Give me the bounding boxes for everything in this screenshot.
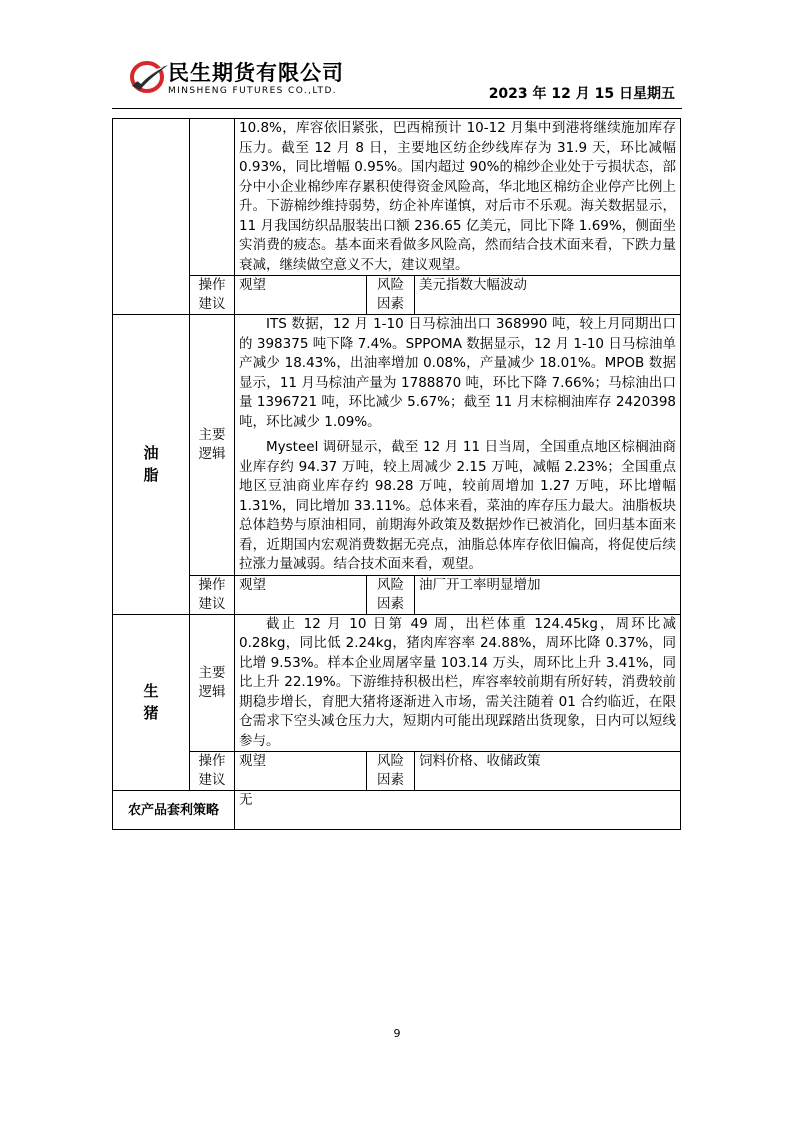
cotton-logic-cell: [235, 119, 681, 276]
oil-risk-value: 油厂开工率明显增加: [415, 575, 681, 614]
header-divider: [112, 108, 682, 109]
hog-risk-label: 风险因素: [367, 752, 415, 791]
page-number: 9: [393, 1027, 401, 1040]
arbitrage-value: 无: [235, 791, 681, 830]
oil-logic-paragraph-2: Mysteel 调研显示，截至 12 月 11 日当周，全国重点地区棕榈油商业库存约 94.37 万吨，较上周减少 2.15 万吨，减幅 2.23%；全国重点地区豆油商业库存约 98.28 万吨，较前周增加 1.27 万吨，环比增幅 1.31%，同比增加 33.11%。总体来看，菜油的库存压力最大。油脂板块总体趋势与原油相同，前期海外政策及数据炒作已被消化，回归基本面来看，近期国内宏观消费数据无亮点，油脂总体库存依旧偏高，将促使后续拉涨力量减弱。结合技术面来看，观望。: [239, 439, 676, 572]
oil-logic-row: [113, 315, 681, 576]
hog-category-cell: [113, 614, 190, 791]
oil-op-label: 操作建议: [190, 575, 235, 614]
cotton-operation-row: [113, 276, 681, 315]
report-date: 2023 年 12 月 15 日星期五: [488, 86, 675, 102]
oil-operation-row: [113, 575, 681, 614]
cotton-op-value: 观望: [235, 276, 367, 315]
cotton-logic-label-cell: [190, 119, 235, 276]
hog-op-value: 观望: [235, 752, 367, 791]
hog-logic-label: 主要逻辑: [190, 614, 235, 752]
hog-logic-text: 截止 12 月 10 日第 49 周，出栏体重 124.45kg，周环比减 0.28kg，同比低 2.24kg，猪肉库容率 24.88%，周环比降 0.37%，同比增 9.53%。样本企业周屠宰量 103.14 万头，周环比上升 3.41%，同比上升 22.19%。下游维持积极出栏，库容率较前期有所好转，消费较前期稳步增长，育肥大猪将逐渐进入市场，需关注随着 01 合约临近，在限仓需求下空头减仓压力大，短期内可能出现踩踏出货现象，日内可以短线参与。: [239, 615, 676, 749]
oil-logic-cell: [235, 315, 681, 576]
oil-risk-label: 风险因素: [367, 575, 415, 614]
cotton-logic-text: 10.8%，库容依旧紧张，巴西棉预计 10-12 月集中到港将继续施加库存压力。截至 12 月 8 日，主要地区纺企纱线库存为 31.9 天，环比减幅 0.93%，同比增幅 0.95%。国内超过 90%的棉纱企业处于亏损状态，部分中小企业棉纱库存累积使得资金风险高，华北地区棉纺企业停产比例上升。下游棉纱维持弱势，纺企补库谨慎，对后市不乐观。海关数据显示，11 月我国纺织品服装出口额 236.65 亿美元，同比下降 1.69%，侧面坐实消费的疲态。基本面来看做多风险高，然而结合技术面来看，下跌力量衰减，继续做空意义不大，建议观望。: [239, 120, 676, 273]
cotton-category-cell: [113, 119, 190, 315]
hog-logic-row: [113, 614, 681, 752]
hog-op-label: 操作建议: [190, 752, 235, 791]
cotton-logic-row: [113, 119, 681, 276]
company-name-en: MINSHENG FUTURES CO.,LTD.: [168, 86, 338, 96]
company-name-cn: 民生期货有限公司: [168, 61, 344, 85]
oil-logic-paragraph-1: ITS 数据，12 月 1-10 日马棕油出口 368990 吨，较上月同期出口的 398375 吨下降 7.4%。SPPOMA 数据显示，12 月 1-10 日马棕油单产减少 18.43%，出油率增加 0.08%，产量减少 18.01%。MPOB 数据显示，11 月马棕油产量为 1788870 吨，环比下降 7.66%；马棕油出口量 1396721 吨，环比减少 5.67%；截至 11 月末棕榈油库存 2420398 吨，环比减少 1.09%。: [239, 316, 676, 430]
hog-category: 生猪: [143, 682, 159, 723]
oil-logic-label: 主要逻辑: [190, 315, 235, 576]
oil-category-cell: [113, 315, 190, 615]
hog-risk-value: 饲料价格、收储政策: [415, 752, 681, 791]
arbitrage-row: [113, 791, 681, 830]
hog-logic-cell: [235, 614, 681, 752]
cotton-risk-value: 美元指数大幅波动: [415, 276, 681, 315]
report-table: [112, 118, 681, 830]
cotton-risk-label: 风险因素: [367, 276, 415, 315]
company-logo: [128, 56, 368, 100]
arbitrage-label: 农产品套利策略: [113, 791, 235, 830]
hog-operation-row: [113, 752, 681, 791]
oil-op-value: 观望: [235, 575, 367, 614]
cotton-op-label: 操作建议: [190, 276, 235, 315]
minsheng-logo-icon: [128, 56, 168, 96]
oil-category: 油脂: [143, 444, 159, 485]
